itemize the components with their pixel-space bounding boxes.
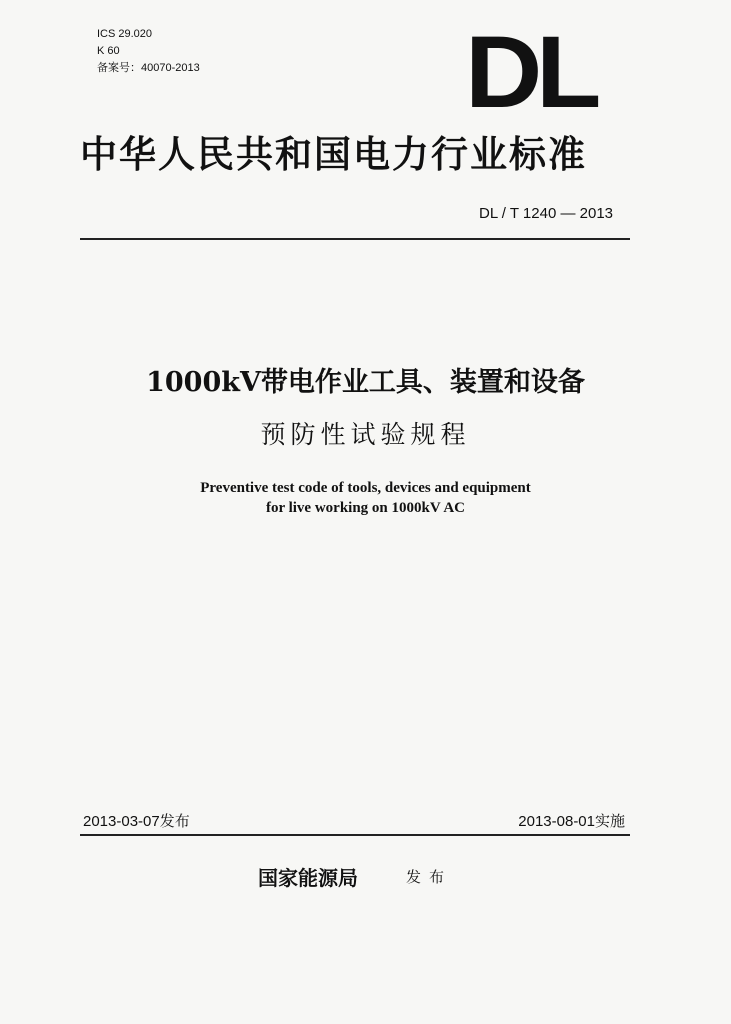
implementation-date: 2013-08-01实施 <box>518 813 625 830</box>
standard-number: DL / T 1240 — 2013 <box>479 205 613 222</box>
header-divider <box>80 238 630 240</box>
classification-code: K 60 <box>97 45 120 57</box>
ics-code: ICS 29.020 <box>97 28 153 40</box>
document-title-en-line2: for live working on 1000kV AC <box>265 500 466 516</box>
filing-number: 备案号：40070-2013 <box>97 62 200 74</box>
dl-logo: DL <box>465 15 596 129</box>
document-title-en-line1: Preventive test code of tools, devices and equipment <box>200 480 531 496</box>
issue-date: 2013-03-07发布 <box>83 813 190 830</box>
issuing-authority: 国家能源局 <box>258 866 358 890</box>
footer-divider <box>80 834 630 836</box>
document-title-cn-line1: 1000kV带电作业工具、装置和设备 <box>146 367 585 398</box>
document-title-cn-line2: 预防性试验规程 <box>260 420 471 449</box>
industry-standard-title: 中华人民共和国电力行业标准 <box>80 132 587 176</box>
publish-label: 发布 <box>406 868 453 886</box>
